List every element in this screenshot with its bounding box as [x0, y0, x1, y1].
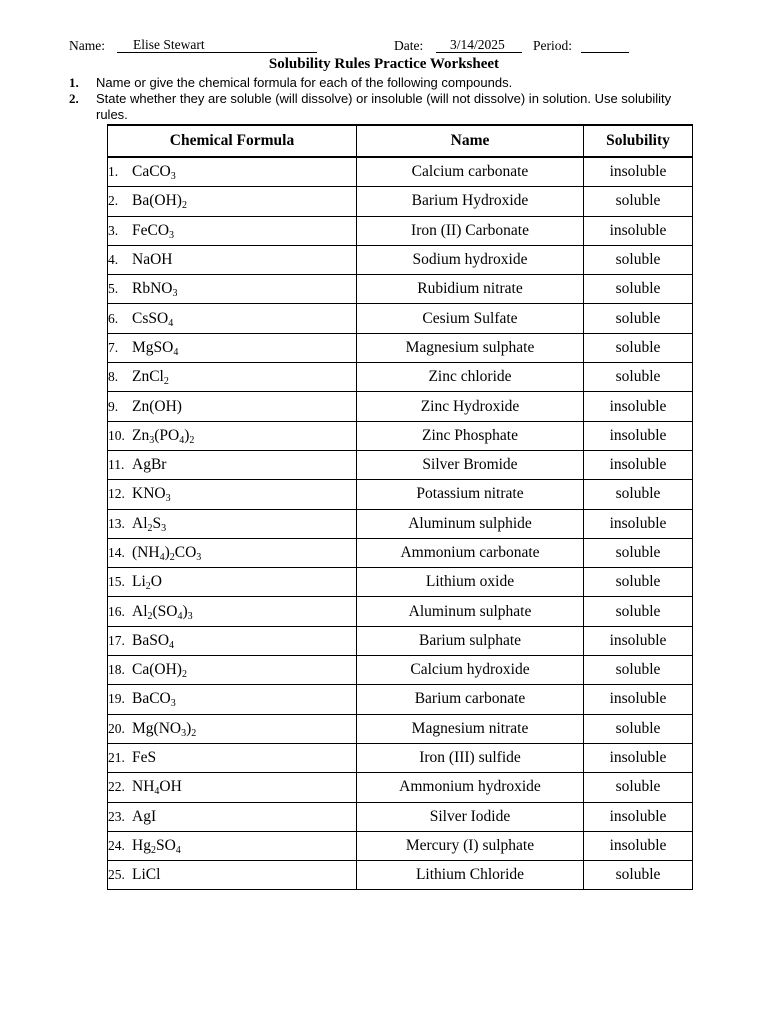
row-number: 9.: [108, 398, 119, 414]
row-number: 5.: [108, 281, 119, 297]
formula-cell[interactable]: [108, 538, 357, 567]
table-row: [108, 333, 693, 362]
row-number: 4.: [108, 252, 119, 268]
table-row: [108, 392, 693, 421]
compound-name[interactable]: Aluminum sulphide: [357, 509, 584, 538]
table-row: [108, 773, 693, 802]
solubility-value[interactable]: insoluble: [584, 743, 693, 772]
formula-cell[interactable]: [108, 392, 357, 421]
compound-name[interactable]: Silver Bromide: [357, 450, 584, 479]
table-row: [108, 304, 693, 333]
solubility-value[interactable]: soluble: [584, 275, 693, 304]
compound-name[interactable]: Iron (II) Carbonate: [357, 216, 584, 245]
solubility-value[interactable]: soluble: [584, 480, 693, 509]
solubility-value[interactable]: insoluble: [584, 685, 693, 714]
row-number: 3.: [108, 222, 119, 238]
compound-name[interactable]: Calcium carbonate: [357, 157, 584, 187]
chemical-formula: AgI: [132, 807, 157, 825]
chemical-formula: $Ba(OH)_2$: [132, 192, 187, 212]
instruction-item: [69, 75, 689, 91]
table-row: [108, 187, 693, 216]
table-row: [108, 831, 693, 860]
row-number: 2.: [108, 193, 119, 209]
chemical-formula: Zn(OH): [132, 397, 182, 415]
table-body: [108, 157, 693, 890]
chemical-formula: BaSO$_4$: [132, 631, 175, 651]
compound-name[interactable]: Ammonium hydroxide: [357, 773, 584, 802]
formula-cell[interactable]: [108, 802, 357, 831]
table-row: [108, 743, 693, 772]
row-number: 12.: [108, 486, 125, 502]
row-number: 19.: [108, 691, 125, 707]
solubility-value[interactable]: soluble: [584, 363, 693, 392]
chemical-formula: $Ca(OH)_2$: [132, 661, 187, 681]
solubility-value[interactable]: insoluble: [584, 421, 693, 450]
row-number: 18.: [108, 662, 125, 678]
chemical-formula: AgBr: [132, 456, 167, 474]
row-number: 20.: [108, 720, 125, 736]
formula-cell[interactable]: [108, 363, 357, 392]
table-row: [108, 363, 693, 392]
instruction-number: 1.: [69, 75, 79, 90]
row-number: 15.: [108, 574, 125, 590]
compound-name[interactable]: Magnesium sulphate: [357, 333, 584, 362]
compound-name[interactable]: Barium Hydroxide: [357, 187, 584, 216]
table-row: [108, 538, 693, 567]
row-number: 11.: [108, 457, 125, 473]
table-row: [108, 568, 693, 597]
name-label: Name:: [69, 38, 105, 53]
formula-cell[interactable]: [108, 450, 357, 479]
row-number: 17.: [108, 632, 125, 648]
table-row: [108, 216, 693, 245]
formula-cell[interactable]: [108, 656, 357, 685]
formula-cell[interactable]: [108, 831, 357, 860]
chemical-formula: FeCO$_3$: [132, 221, 175, 241]
formula-cell[interactable]: [108, 216, 357, 245]
solubility-value[interactable]: insoluble: [584, 626, 693, 655]
solubility-value[interactable]: soluble: [584, 714, 693, 743]
compound-name[interactable]: Zinc Phosphate: [357, 421, 584, 450]
formula-cell[interactable]: [108, 861, 357, 890]
row-number: 24.: [108, 837, 125, 853]
date-field[interactable]: 3/14/2025: [436, 38, 522, 53]
solubility-value[interactable]: soluble: [584, 656, 693, 685]
formula-cell[interactable]: [108, 597, 357, 626]
formula-cell[interactable]: [108, 275, 357, 304]
row-number: 7.: [108, 339, 119, 355]
instruction-text: State whether they are soluble (will dissolve) or insoluble (will not dissolve) in solution. Use solubility rules.: [96, 91, 672, 122]
solubility-value[interactable]: insoluble: [584, 802, 693, 831]
solubility-value[interactable]: insoluble: [584, 392, 693, 421]
solubility-value[interactable]: soluble: [584, 538, 693, 567]
table-row: [108, 626, 693, 655]
chemical-formula: FeS: [132, 749, 157, 767]
header-chemical-formula: Chemical Formula: [108, 125, 357, 157]
solubility-value[interactable]: insoluble: [584, 216, 693, 245]
compound-name[interactable]: Zinc chloride: [357, 363, 584, 392]
table-row: [108, 421, 693, 450]
solubility-table: [107, 124, 693, 890]
formula-cell[interactable]: [108, 685, 357, 714]
formula-cell[interactable]: [108, 568, 357, 597]
instruction-number: 2.: [69, 91, 79, 106]
row-number: 13.: [108, 515, 125, 531]
solubility-value[interactable]: insoluble: [584, 157, 693, 187]
formula-cell[interactable]: [108, 626, 357, 655]
chemical-formula: $Zn_3(PO_4)_2$: [132, 426, 195, 446]
table-row: [108, 802, 693, 831]
date-label: Date:: [394, 38, 424, 53]
instruction-text: Name or give the chemical formula for each of the following compounds.: [96, 75, 513, 90]
table-row: [108, 509, 693, 538]
row-number: 23.: [108, 808, 125, 824]
formula-cell[interactable]: [108, 333, 357, 362]
table-row: [108, 245, 693, 274]
compound-name[interactable]: Barium carbonate: [357, 685, 584, 714]
row-number: 10.: [108, 427, 125, 443]
compound-name[interactable]: Zinc Hydroxide: [357, 392, 584, 421]
chemical-formula: BaCO$_3$: [132, 690, 176, 710]
chemical-formula: MgSO$_4$: [132, 338, 179, 358]
compound-name[interactable]: Potassium nitrate: [357, 480, 584, 509]
chemical-formula: $(NH_4)_2CO_3$: [132, 544, 202, 563]
formula-cell[interactable]: [108, 509, 357, 538]
table-row: [108, 597, 693, 626]
chemical-formula: $NH_4OH$: [132, 778, 182, 798]
instructions: [69, 75, 689, 123]
formula-cell[interactable]: [108, 743, 357, 772]
formula-cell[interactable]: [108, 714, 357, 743]
formula-cell[interactable]: [108, 304, 357, 333]
formula-cell[interactable]: [108, 480, 357, 509]
chemical-formula: LiCl: [132, 866, 161, 884]
row-number: 1.: [108, 164, 119, 180]
compound-name[interactable]: Barium sulphate: [357, 626, 584, 655]
formula-cell[interactable]: [108, 421, 357, 450]
solubility-value[interactable]: soluble: [584, 187, 693, 216]
compound-name[interactable]: Calcium hydroxide: [357, 656, 584, 685]
chemical-formula: NaOH: [132, 251, 173, 269]
row-number: 25.: [108, 867, 125, 883]
solubility-value[interactable]: soluble: [584, 597, 693, 626]
table-row: [108, 480, 693, 509]
row-number: 14.: [108, 545, 125, 560]
name-field[interactable]: Elise Stewart: [117, 38, 317, 53]
row-number: 22.: [108, 779, 125, 795]
compound-name[interactable]: Sodium hydroxide: [357, 245, 584, 274]
solubility-value[interactable]: insoluble: [584, 831, 693, 860]
compound-name[interactable]: Lithium oxide: [357, 568, 584, 597]
chemical-formula: $Mg(NO_3)_2$: [132, 719, 197, 739]
solubility-value[interactable]: soluble: [584, 861, 693, 890]
row-number: 16.: [108, 603, 125, 619]
header-name: Name: [357, 125, 584, 157]
formula-cell[interactable]: [108, 773, 357, 802]
solubility-value[interactable]: soluble: [584, 333, 693, 362]
solubility-value[interactable]: soluble: [584, 304, 693, 333]
row-number: 6.: [108, 310, 119, 326]
compound-name[interactable]: Iron (III) sulfide: [357, 743, 584, 772]
solubility-value[interactable]: soluble: [584, 245, 693, 274]
solubility-value[interactable]: soluble: [584, 568, 693, 597]
instruction-item: [69, 91, 689, 123]
chemical-formula: ZnCl$_2$: [132, 368, 169, 388]
header-solubility: Solubility: [584, 125, 693, 157]
table-row: [108, 656, 693, 685]
chemical-formula: RbNO$_3$: [132, 280, 178, 300]
chemical-formula: CaCO$_3$: [132, 163, 176, 183]
compound-name[interactable]: Ammonium carbonate: [357, 538, 584, 567]
solubility-value[interactable]: soluble: [584, 773, 693, 802]
table-row: [108, 685, 693, 714]
compound-name[interactable]: Aluminum sulphate: [357, 597, 584, 626]
compound-name[interactable]: Cesium Sulfate: [357, 304, 584, 333]
solubility-value[interactable]: insoluble: [584, 450, 693, 479]
table-row: [108, 861, 693, 890]
table-row: [108, 275, 693, 304]
row-number: 8.: [108, 369, 119, 385]
compound-name[interactable]: Mercury (I) sulphate: [357, 831, 584, 860]
chemical-formula: CsSO$_4$: [132, 309, 174, 329]
table-header-row: [108, 125, 693, 157]
period-field[interactable]: [581, 38, 629, 53]
formula-cell[interactable]: [108, 157, 357, 187]
chemical-formula: $KNO_3$: [132, 485, 171, 505]
compound-name[interactable]: Rubidium nitrate: [357, 275, 584, 304]
table-row: [108, 714, 693, 743]
compound-name[interactable]: Magnesium nitrate: [357, 714, 584, 743]
chemical-formula: $Hg_2SO_4$: [132, 836, 181, 856]
formula-cell[interactable]: [108, 187, 357, 216]
formula-cell[interactable]: [108, 245, 357, 274]
row-number: 21.: [108, 750, 125, 766]
table-row: [108, 157, 693, 187]
chemical-formula: $Al_2(SO_4)_3$: [132, 602, 193, 622]
solubility-value[interactable]: insoluble: [584, 509, 693, 538]
chemical-formula: $Al_2S_3$: [132, 514, 167, 534]
chemical-formula: $Li_2O$: [132, 573, 162, 593]
compound-name[interactable]: Lithium Chloride: [357, 861, 584, 890]
table-row: [108, 450, 693, 479]
compound-name[interactable]: Silver Iodide: [357, 802, 584, 831]
period-label: Period:: [533, 38, 572, 53]
worksheet-title: Solubility Rules Practice Worksheet: [268, 56, 500, 72]
